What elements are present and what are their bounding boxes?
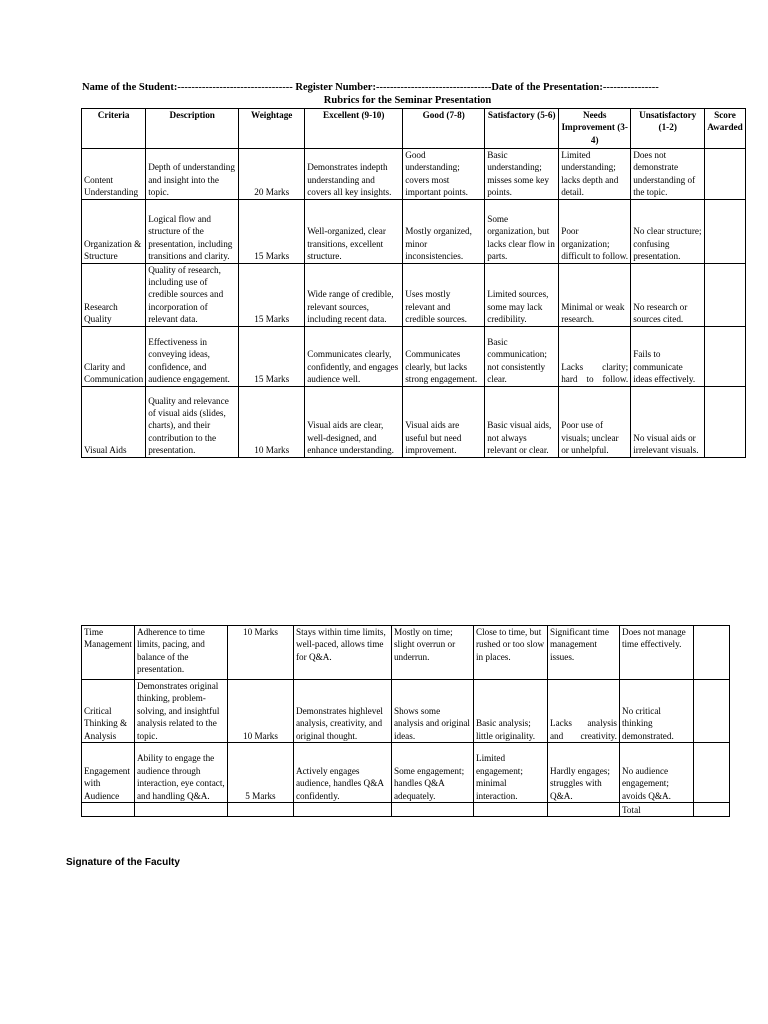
good-cell: Shows some analysis and original ideas.: [391, 680, 473, 743]
faculty-signature-label: Signature of the Faculty: [66, 857, 180, 868]
unsatisfactory-cell: Fails to communicate ideas effectively.: [631, 326, 705, 386]
total-row: [82, 803, 730, 817]
weightage-cell: 15 Marks: [239, 326, 305, 386]
satisfactory-cell: Some organization, but lacks clear flow in parts.: [485, 199, 559, 263]
unsatisfactory-cell: No research or sources cited.: [631, 263, 705, 326]
good-cell: Good understanding; covers most important points.: [403, 149, 485, 200]
good-cell: Communicates clearly, but lacks strong engagement.: [403, 326, 485, 386]
table-row: [82, 326, 746, 386]
description-cell: Effectiveness in conveying ideas, confidence, and audience engagement.: [146, 326, 239, 386]
rubric-table-1: [81, 108, 746, 458]
weightage-cell: 10 Marks: [239, 386, 305, 457]
col-satisfactory: Satisfactory (5-6): [485, 109, 559, 149]
score-cell[interactable]: [705, 149, 746, 200]
unsatisfactory-cell: No visual aids or irrelevant visuals.: [631, 386, 705, 457]
needs-improvement-cell: Poor use of visuals; unclear or unhelpful.: [559, 386, 631, 457]
good-cell: Uses mostly relevant and credible sources.: [403, 263, 485, 326]
good-cell: Visual aids are useful but need improvement.: [403, 386, 485, 457]
page-title: Rubrics for the Seminar Presentation: [323, 95, 492, 106]
table-row: [82, 149, 746, 200]
col-weightage: Weightage: [239, 109, 305, 149]
table-header-row: [82, 109, 746, 149]
criteria-cell: Research Quality: [82, 263, 146, 326]
description-cell: Quality and relevance of visual aids (slides, charts), and their contribution to the presentation.: [146, 386, 239, 457]
col-good: Good (7-8): [403, 109, 485, 149]
needs-improvement-cell: Lacks analysis and creativity.: [547, 680, 619, 743]
excellent-cell: Actively engages audience, handles Q&A confidently.: [293, 743, 391, 803]
weightage-cell: 20 Marks: [239, 149, 305, 200]
score-cell[interactable]: [705, 326, 746, 386]
excellent-cell: Demonstrates highlevel analysis, creativity, and original thought.: [293, 680, 391, 743]
weightage-cell: 10 Marks: [227, 680, 293, 743]
description-cell: Adherence to time limits, pacing, and balance of the presentation.: [134, 626, 227, 680]
col-score-awarded: Score Awarded: [705, 109, 746, 149]
weightage-cell: 5 Marks: [227, 743, 293, 803]
excellent-cell: Well-organized, clear transitions, excellent structure.: [305, 199, 403, 263]
unsatisfactory-cell: No critical thinking demonstrated.: [619, 680, 693, 743]
unsatisfactory-cell: No audience engagement; avoids Q&A.: [619, 743, 693, 803]
description-cell: Depth of understanding and insight into the topic.: [146, 149, 239, 200]
col-excellent: Excellent (9-10): [305, 109, 403, 149]
excellent-cell: Stays within time limits, well-paced, allows time for Q&A.: [293, 626, 391, 680]
good-cell: Some engagement; handles Q&A adequately.: [391, 743, 473, 803]
satisfactory-cell: Basic understanding; misses some key points.: [485, 149, 559, 200]
needs-improvement-cell: Minimal or weak research.: [559, 263, 631, 326]
needs-improvement-cell: Poor organization; difficult to follow.: [559, 199, 631, 263]
score-cell[interactable]: [693, 680, 729, 743]
unsatisfactory-cell: Does not manage time effectively.: [619, 626, 693, 680]
col-description: Description: [146, 109, 239, 149]
score-cell[interactable]: [705, 386, 746, 457]
col-unsatisfactory: Unsatisfactory (1-2): [631, 109, 705, 149]
criteria-cell: Engagement with Audience: [82, 743, 135, 803]
description-cell: Quality of research, including use of credible sources and incorporation of relevant data.: [146, 263, 239, 326]
table-row: [82, 626, 730, 680]
criteria-cell: Visual Aids: [82, 386, 146, 457]
total-score-cell[interactable]: [693, 803, 729, 817]
table-row: [82, 386, 746, 457]
weightage-cell: 15 Marks: [239, 263, 305, 326]
table-row: [82, 743, 730, 803]
criteria-cell: Clarity and Communication: [82, 326, 146, 386]
score-cell[interactable]: [705, 263, 746, 326]
satisfactory-cell: Basic communication; not consistently clear.: [485, 326, 559, 386]
good-cell: Mostly on time; slight overrun or underrun.: [391, 626, 473, 680]
good-cell: Mostly organized, minor inconsistencies.: [403, 199, 485, 263]
criteria-cell: Content Understanding: [82, 149, 146, 200]
satisfactory-cell: Basic analysis; little originality.: [473, 680, 547, 743]
excellent-cell: Communicates clearly, confidently, and engages audience well.: [305, 326, 403, 386]
needs-improvement-cell: Significant time management issues.: [547, 626, 619, 680]
excellent-cell: Wide range of credible, relevant sources, including recent data.: [305, 263, 403, 326]
description-cell: Demonstrates original thinking, problem-solving, and insightful analysis related to the topic.: [134, 680, 227, 743]
unsatisfactory-cell: Does not demonstrate understanding of the topic.: [631, 149, 705, 200]
table-row: [82, 680, 730, 743]
score-cell[interactable]: [693, 626, 729, 680]
col-needs-improvement: Needs Improvement (3-4): [559, 109, 631, 149]
needs-improvement-cell: Hardly engages; struggles with Q&A.: [547, 743, 619, 803]
description-cell: Ability to engage the audience through interaction, eye contact, and handling Q&A.: [134, 743, 227, 803]
criteria-cell: Time Management: [82, 626, 135, 680]
description-cell: Logical flow and structure of the presentation, including transitions and clarity.: [146, 199, 239, 263]
satisfactory-cell: Close to time, but rushed or too slow in places.: [473, 626, 547, 680]
satisfactory-cell: Limited engagement; minimal interaction.: [473, 743, 547, 803]
rubric-table-2: [81, 625, 730, 817]
weightage-cell: 15 Marks: [239, 199, 305, 263]
weightage-cell: 10 Marks: [227, 626, 293, 680]
unsatisfactory-cell: No clear structure; confusing presentation.: [631, 199, 705, 263]
table-row: [82, 263, 746, 326]
criteria-cell: Organization & Structure: [82, 199, 146, 263]
student-info-line: Name of the Student:--------------------------------- Register Number:---------------------------------Date of the Presentation:----------------: [82, 82, 659, 93]
score-cell[interactable]: [693, 743, 729, 803]
col-criteria: Criteria: [82, 109, 146, 149]
needs-improvement-cell: Lacks clarity; hard to follow.: [559, 326, 631, 386]
excellent-cell: Demonstrates indepth understanding and covers all key insights.: [305, 149, 403, 200]
total-label: Total: [619, 803, 693, 817]
criteria-cell: Critical Thinking & Analysis: [82, 680, 135, 743]
satisfactory-cell: Basic visual aids, not always relevant or clear.: [485, 386, 559, 457]
needs-improvement-cell: Limited understanding; lacks depth and detail.: [559, 149, 631, 200]
satisfactory-cell: Limited sources, some may lack credibility.: [485, 263, 559, 326]
excellent-cell: Visual aids are clear, well-designed, and enhance understanding.: [305, 386, 403, 457]
table-row: [82, 199, 746, 263]
score-cell[interactable]: [705, 199, 746, 263]
